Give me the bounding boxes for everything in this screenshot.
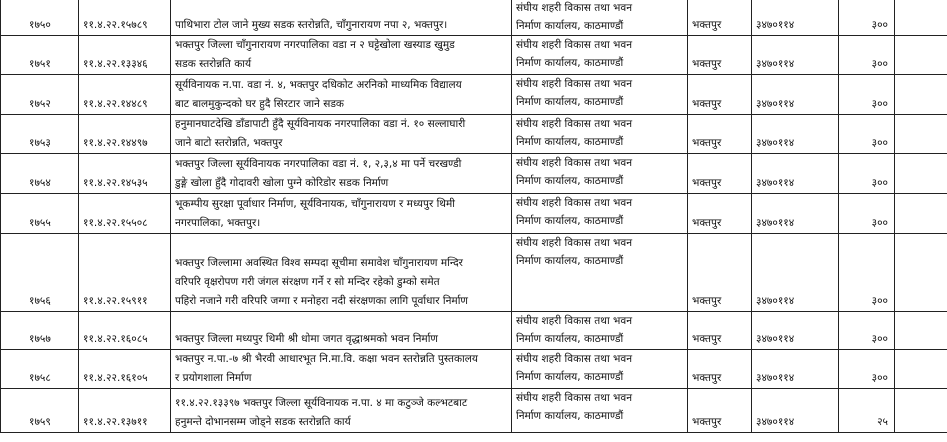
budget-code: ११.४.२२.१६०८५ — [79, 312, 171, 350]
amount: ३०० — [839, 0, 895, 36]
remarks — [895, 36, 947, 75]
implementing-office — [512, 115, 688, 154]
amount: ३०० — [839, 75, 895, 115]
serial-number: १७५८ — [1, 350, 79, 389]
description-line: डुङ्गे खोला हुँदै गोदावरी खोला पुग्ने कोरिडोर सडक निर्माण — [175, 177, 389, 189]
description-line: नगरपालिका, भक्तपुर। — [175, 217, 261, 229]
office-line: निर्माण कार्यालय, काठमाण्डौं — [516, 371, 624, 383]
amount: २५ — [839, 389, 895, 433]
account-number: ३४७०११४ — [752, 312, 839, 350]
office-line: निर्माण कार्यालय, काठमाण्डौं — [516, 215, 624, 227]
serial-number: १७५७ — [1, 312, 79, 350]
office-line: निर्माण कार्यालय, काठमाण्डौं — [516, 175, 624, 187]
remarks — [895, 154, 947, 194]
amount: ३०० — [839, 154, 895, 194]
account-number: ३४७०११४ — [752, 115, 839, 154]
serial-number: १७५९ — [1, 389, 79, 433]
remarks — [895, 194, 947, 234]
office-line: निर्माण कार्यालय, काठमाण्डौं — [516, 136, 624, 148]
table-row — [1, 234, 947, 312]
description-line: वरिपरि वृक्षरोपण गरी जंगल संरक्षण गर्ने र सो मन्दिर रहेको डुम्को समेत — [175, 276, 440, 288]
account-number: ३४७०११४ — [752, 36, 839, 75]
office-line: निर्माण कार्यालय, काठमाण्डौं — [516, 255, 624, 267]
budget-code: ११.४.२२.१५५०८ — [79, 194, 171, 234]
amount: ३०० — [839, 36, 895, 75]
project-description — [171, 75, 512, 115]
office-line: संघीय शहरी विकास तथा भवन — [516, 78, 633, 90]
budget-code: ११.४.२२.१६१०५ — [79, 350, 171, 389]
serial-number: १७५६ — [1, 234, 79, 312]
table-row — [1, 0, 947, 36]
remarks — [895, 389, 947, 433]
office-line: संघीय शहरी विकास तथा भवन — [516, 118, 633, 130]
table-row — [1, 350, 947, 389]
office-line: निर्माण कार्यालय, काठमाण्डौं — [516, 57, 624, 69]
description-line: सूर्यविनायक न.पा. वडा नं. ४, भक्तपुर दधिकोट अरनिको माध्यमिक विद्यालय — [175, 79, 462, 91]
project-description — [171, 36, 512, 75]
amount: ३०० — [839, 194, 895, 234]
district: भक्तपुर — [688, 75, 752, 115]
description-line: भक्तपुर जिल्ला मध्यपुर थिमी श्री धोमा जगत वृद्धाश्रमको भवन निर्माण — [175, 333, 439, 345]
serial-number: १७५२ — [1, 75, 79, 115]
description-line: र प्रयोगशाला निर्माण — [175, 372, 252, 384]
serial-number: १७५३ — [1, 115, 79, 154]
account-number: ३४७०११४ — [752, 0, 839, 36]
account-number: ३४७०११४ — [752, 389, 839, 433]
serial-number: १७५१ — [1, 36, 79, 75]
project-description — [171, 0, 512, 36]
budget-code: ११.४.२२.१३७११ — [79, 389, 171, 433]
description-line: ११.४.२२.१३३९७ भक्तपुर जिल्ला सूर्यविनायक न.पा. ४ मा कटुञ्जे कल्भटबाट — [175, 397, 468, 409]
project-description — [171, 234, 512, 312]
description-line: भक्तपुर जिल्ला सूर्यविनायक नगरपालिका वडा नं. १, २,३,४ मा पर्ने चरखण्डी — [175, 158, 462, 170]
account-number: ३४७०११४ — [752, 350, 839, 389]
office-line: निर्माण कार्यालय, काठमाण्डौं — [516, 410, 624, 422]
table-row — [1, 115, 947, 154]
description-line: भक्तपुर जिल्लामा अवस्थित विश्व सम्पदा सूचीमा समावेश चाँगुनारायण मन्दिर — [175, 257, 463, 269]
description-line: सडक स्तरोन्नति कार्य — [175, 58, 252, 70]
implementing-office — [512, 154, 688, 194]
district: भक्तपुर — [688, 194, 752, 234]
amount: ३०० — [839, 350, 895, 389]
office-line: संघीय शहरी विकास तथा भवन — [516, 315, 633, 327]
office-line: संघीय शहरी विकास तथा भवन — [516, 392, 633, 404]
project-description — [171, 312, 512, 350]
project-description — [171, 389, 512, 433]
district: भक्तपुर — [688, 234, 752, 312]
remarks — [895, 234, 947, 312]
implementing-office — [512, 194, 688, 234]
remarks — [895, 312, 947, 350]
description-line: भक्तपुर जिल्ला चाँगुनारायण नगरपालिका वडा न २ घट्टेखोला खस्याड खुमुड — [175, 39, 455, 51]
amount: ३०० — [839, 115, 895, 154]
office-line: संघीय शहरी विकास तथा भवन — [516, 353, 633, 365]
serial-number: १७५४ — [1, 154, 79, 194]
description-line: हनुमन्ते दोभानसम्म जोड्ने सडक स्तरोन्नति कार्य — [175, 416, 351, 428]
budget-code: ११.४.२२.१५९११ — [79, 234, 171, 312]
implementing-office — [512, 234, 688, 312]
implementing-office — [512, 389, 688, 433]
budget-code: ११.४.२२.१४४८९ — [79, 75, 171, 115]
district: भक्तपुर — [688, 389, 752, 433]
description-line: भूकम्पीय सुरक्षा पूर्वाधार निर्माण, सूर्यविनायक, चाँगुनारायण र मध्यपुर थिमी — [175, 198, 455, 210]
project-description — [171, 350, 512, 389]
budget-code: ११.४.२२.१५७८९ — [79, 0, 171, 36]
district: भक्तपुर — [688, 115, 752, 154]
district: भक्तपुर — [688, 350, 752, 389]
account-number: ३४७०११४ — [752, 234, 839, 312]
budget-code: ११.४.२२.१४४९७ — [79, 115, 171, 154]
budget-code: ११.४.२२.१४५३५ — [79, 154, 171, 194]
description-line: बाट बालमुकुन्दको घर हुदै सिरटार जाने सडक — [175, 98, 344, 110]
account-number: ३४७०११४ — [752, 154, 839, 194]
budget-code: ११.४.२२.१३३४६ — [79, 36, 171, 75]
district: भक्तपुर — [688, 312, 752, 350]
table-row — [1, 36, 947, 75]
implementing-office — [512, 0, 688, 36]
project-description — [171, 154, 512, 194]
description-line: भक्तपुर न.पा.-७ श्री भैरवी आधारभूत नि.मा.वि. कक्षा भवन स्तरोन्नति पुस्तकालय — [175, 353, 478, 365]
table-row — [1, 194, 947, 234]
description-line: जाने बाटो स्तरोन्नति, भक्तपुर — [175, 137, 283, 149]
serial-number: १७५० — [1, 0, 79, 36]
project-description — [171, 115, 512, 154]
account-number: ३४७०११४ — [752, 75, 839, 115]
office-line: संघीय शहरी विकास तथा भवन — [516, 39, 633, 51]
table-row — [1, 312, 947, 350]
project-description — [171, 194, 512, 234]
office-line: संघीय शहरी विकास तथा भवन — [516, 237, 633, 249]
implementing-office — [512, 36, 688, 75]
table-row — [1, 389, 947, 433]
remarks — [895, 75, 947, 115]
table-row — [1, 154, 947, 194]
implementing-office — [512, 350, 688, 389]
district: भक्तपुर — [688, 0, 752, 36]
description-line: पहिरो नजाने गरी वरिपरि जग्गा र मनोहरा नदी संरक्षणका लागि पूर्वाधार निर्माण — [175, 295, 469, 307]
district: भक्तपुर — [688, 36, 752, 75]
office-line: संघीय शहरी विकास तथा भवन — [516, 2, 633, 14]
implementing-office — [512, 75, 688, 115]
table-row — [1, 75, 947, 115]
office-line: निर्माण कार्यालय, काठमाण्डौं — [516, 333, 624, 345]
account-number: ३४७०११४ — [752, 194, 839, 234]
remarks — [895, 115, 947, 154]
amount: ३०० — [839, 234, 895, 312]
serial-number: १७५५ — [1, 194, 79, 234]
office-line: संघीय शहरी विकास तथा भवन — [516, 197, 633, 209]
office-line: निर्माण कार्यालय, काठमाण्डौं — [516, 20, 624, 32]
description-line: पाथिभारा टोल जाने मुख्य सडक स्तरोन्नति, चाँगुनारायण नपा २, भक्तपुर। — [175, 19, 448, 31]
implementing-office — [512, 312, 688, 350]
remarks — [895, 0, 947, 36]
amount: ३०० — [839, 312, 895, 350]
office-line: निर्माण कार्यालय, काठमाण्डौं — [516, 96, 624, 108]
remarks — [895, 350, 947, 389]
office-line: संघीय शहरी विकास तथा भवन — [516, 157, 633, 169]
description-line: हनुमानघाटदेखि डाँडापाटी हुँदै सूर्यविनायक नगरपालिका वडा नं. १० सल्लाघारी — [175, 118, 466, 130]
district: भक्तपुर — [688, 154, 752, 194]
